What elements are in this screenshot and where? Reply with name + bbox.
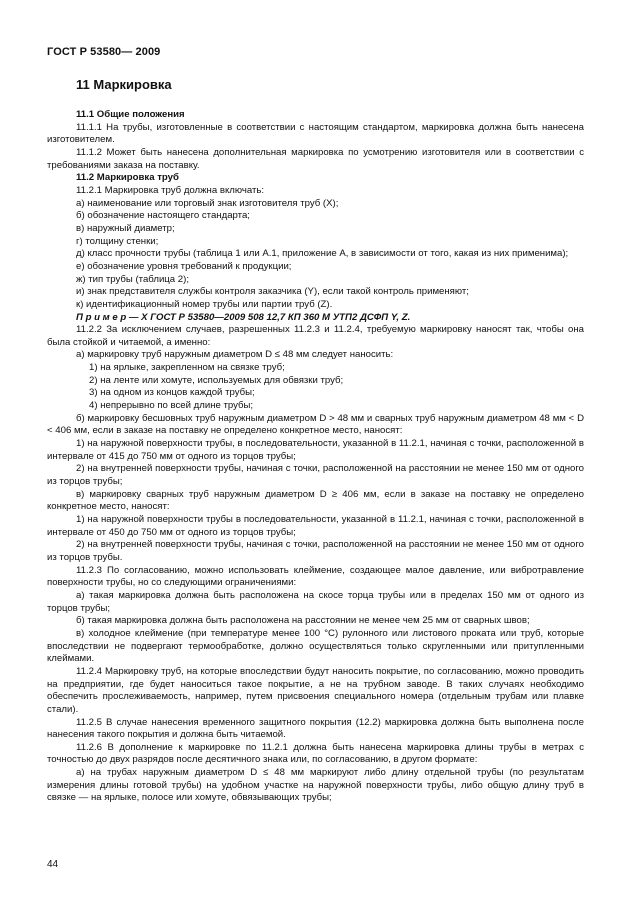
paragraph: 11.2.4 Маркировку труб, на которые впоследствии будут наносить покрытие, по согласованию, можно проводить на предприятии, где будет наноситься такое покрытие, а не на трубном заводе. В таких случаях необходимо обеспечить прослеживаемость, например, путем присвоения специального номера (отдельным трубам или плавке стали). [47, 665, 584, 715]
list-item: б) обозначение настоящего стандарта; [76, 210, 250, 222]
list-item: в) маркировку сварных труб наружным диаметром D ≥ 406 мм, если в заказе на поставку не определено конкретное место, наносят: [47, 488, 584, 513]
sub-list-item: 1) на ярлыке, закрепленном на связке труб; [89, 362, 285, 374]
paragraph: 11.1.2 Может быть нанесена дополнительная маркировка по усмотрению изготовителя или в соответствии с требованиями заказа на поставку. [47, 146, 584, 171]
list-item: б) маркировку бесшовных труб наружным диаметром D > 48 мм и сварных труб наружным диаметром 48 мм < D < 406 мм, если в заказе на поставку не определено конкретное место, наносят: [47, 412, 584, 437]
subsection-heading: 11.1 Общие положения [76, 109, 185, 120]
list-item: в) наружный диаметр; [76, 222, 175, 234]
list-item: а) на трубах наружным диаметром D ≤ 48 мм маркируют либо длину отдельной трубы (по результатам измерения длины готовой трубы) на удобном участке на наружной поверхности трубы, либо общую длину труб в связке — на ярлыке, полосе или хомуте, обвязывающих трубы; [47, 767, 584, 804]
document-header: ГОСТ Р 53580— 2009 [47, 46, 161, 58]
sub-list-item: 4) непрерывно по всей длине трубы; [89, 400, 254, 412]
list-item: г) толщину стенки; [76, 235, 159, 247]
paragraph: 11.2.3 По согласованию, можно использовать клеймение, создающее малое давление, или вибротравление поверхности трубы, но со следующими ограничениями: [47, 564, 584, 589]
sub-list-item: 2) на внутренней поверхности трубы, начиная с точки, расположенной на расстоянии не менее 150 мм от одного из торцов трубы; [47, 463, 584, 488]
list-item: б) такая маркировка должна быть расположена на расстоянии не менее чем 25 мм от сварных швов; [76, 615, 530, 627]
list-item: а) наименование или торговый знак изготовителя труб (X); [76, 197, 339, 209]
paragraph: 11.2.2 За исключением случаев, разрешенных 11.2.3 и 11.2.4, требуемую маркировку наносят так, чтобы она была стойкой и читаемой, а именно: [47, 324, 584, 348]
list-item: в) холодное клеймение (при температуре менее 100 °С) рулонного или листового проката или труб, которые впоследствии не подвергают термообработке, должно осуществляться только скругленными или притупленными клеймами. [47, 627, 584, 665]
paragraph: 11.2.6 В дополнение к маркировке по 11.2.1 должна быть нанесена маркировка длины трубы в метрах с точностью до двух разрядов после десятичного знака или, по согласованию, в другом формате: [47, 741, 584, 766]
paragraph: 11.2.5 В случае нанесения временного защитного покрытия (12.2) маркировка должна быть выполнена после нанесения такого покрытия и должна быть читаемой. [47, 716, 584, 741]
paragraph: 11.1.1 На трубы, изготовленные в соответствии с настоящим стандартом, маркировка должна быть нанесена изготовителем. [47, 121, 584, 146]
list-item: а) такая маркировка должна быть расположена на скосе торца трубы или в пределах 150 мм от одного из торцов трубы; [47, 589, 584, 614]
list-item: к) идентификационный номер трубы или партии труб (Z). [76, 298, 333, 310]
list-item: и) знак представителя службы контроля заказчика (Y), если такой контроль применяют; [76, 286, 469, 298]
section-title: 11 Маркировка [76, 77, 172, 92]
sub-list-item: 2) на внутренней поверхности трубы, начиная с точки, расположенной на расстоянии не менее 150 мм от одного из торцов трубы. [47, 539, 584, 563]
list-item: д) класс прочности трубы (таблица 1 или А.1, приложение А, в зависимости от того, какая из них применима); [76, 248, 569, 260]
list-item: ж) тип трубы (таблица 2); [76, 273, 190, 285]
sub-list-item: 1) на наружной поверхности трубы в последовательности, указанной в 11.2.1, начиная с точки, расположенной в интервале от 450 до 750 мм от одного из торцов трубы; [47, 514, 584, 538]
sub-list-item: 3) на одном из концов каждой трубы; [89, 387, 255, 399]
body-text [47, 109, 584, 805]
page-number: 44 [47, 859, 59, 870]
paragraph: 11.2.1 Маркировка труб должна включать: [76, 184, 265, 196]
list-item: а) маркировку труб наружным диаметром D ≤ 48 мм следует наносить: [76, 349, 394, 361]
sub-list-item: 1) на наружной поверхности трубы, в последовательности, указанной в 11.2.1, начиная с точки, расположенной в интервале от 415 до 750 мм от одного из торцов трубы; [47, 438, 584, 462]
sub-list-item: 2) на ленте или хомуте, используемых для обвязки труб; [89, 374, 344, 386]
subsection-heading: 11.2 Маркировка труб [76, 172, 179, 184]
example-note: П р и м е р — X ГОСТ Р 53580—2009 508 12,7 КП 360 М УТП2 ДСФП Y, Z. [76, 311, 411, 323]
list-item: е) обозначение уровня требований к продукции; [76, 260, 292, 272]
